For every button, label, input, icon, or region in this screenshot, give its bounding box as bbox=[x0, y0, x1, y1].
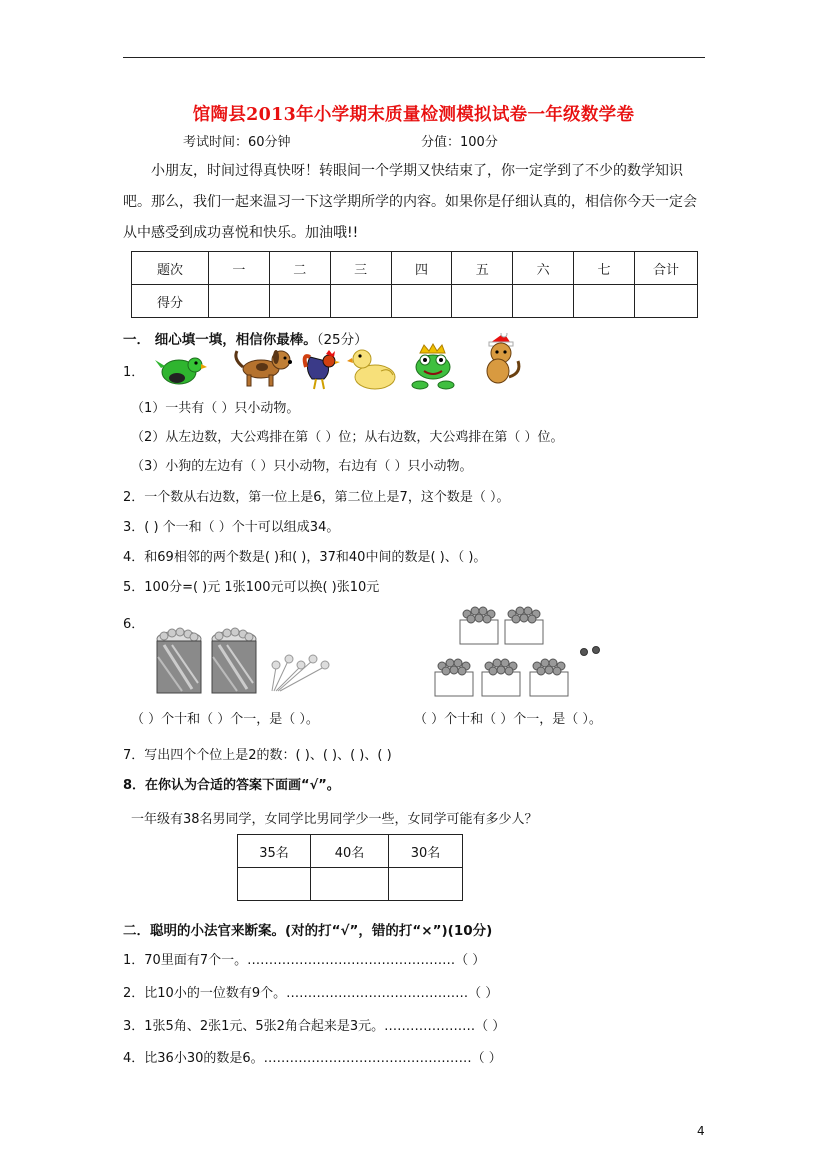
section2-heading bbox=[123, 919, 492, 939]
score-cell[interactable] bbox=[330, 285, 391, 318]
score-table-header: 题次 bbox=[132, 252, 209, 285]
score-cell[interactable] bbox=[269, 285, 330, 318]
score-cell[interactable] bbox=[452, 285, 513, 318]
score-cell[interactable] bbox=[574, 285, 635, 318]
baskets-illustration-right bbox=[430, 600, 620, 700]
q8-option: 30名 bbox=[389, 835, 463, 868]
score-table-header: 五 bbox=[452, 252, 513, 285]
q1-part1: （1）一共有（ ）只小动物。 bbox=[131, 401, 300, 416]
judge-item: 4．比36小30的数是6。…………………………………………（ ） bbox=[123, 1051, 502, 1066]
score-table-header: 一 bbox=[209, 252, 270, 285]
section1-points: （25分） bbox=[316, 332, 368, 348]
bundles-illustration-left bbox=[152, 627, 352, 697]
score-row-label: 得分 bbox=[132, 285, 209, 318]
dog-icon bbox=[229, 345, 293, 387]
cat-icon bbox=[474, 333, 524, 385]
score-table bbox=[131, 251, 698, 318]
score-cell[interactable] bbox=[635, 285, 698, 318]
intro-paragraph: 小朋友，时间过得真快呀！转眼间一个学期又快结束了，你一定学到了不少的数学知识吧。那么，我们一起来温习一下这学期所学的内容。如果你是仔细认真的，相信你今天一定会从中感受到成功喜悦和快乐。加油哦!! bbox=[123, 163, 697, 241]
q3: 3．( ) 个一和（ ）个十可以组成34。 bbox=[123, 520, 340, 535]
q8-answer-cell[interactable] bbox=[389, 868, 463, 901]
judge-item: 1．70里面有7个一。…………………………………………（ ） bbox=[123, 953, 486, 968]
rooster-icon bbox=[302, 349, 344, 391]
q5: 5．100分=( )元 1张100元可以换( )张10元 bbox=[123, 580, 380, 595]
q8-text: 一年级有38名男同学，女同学比男同学少一些，女同学可能有多少人？ bbox=[131, 812, 538, 827]
q4: 4．和69相邻的两个数是( )和( )，37和40中间的数是( )、（ )。 bbox=[123, 550, 487, 565]
q8-answer-table bbox=[237, 834, 463, 901]
section2-points: (10分) bbox=[447, 923, 493, 939]
score-table-header: 七 bbox=[574, 252, 635, 285]
score-total: 分值：100分 bbox=[421, 135, 498, 150]
judge-item: 2．比10小的一位数有9个。……………………………………（ ） bbox=[123, 986, 499, 1001]
score-cell[interactable] bbox=[513, 285, 574, 318]
q1-part2: （2）从左边数，大公鸡排在第（ ）位；从右边数，大公鸡排在第（ ）位。 bbox=[131, 430, 564, 445]
exam-time: 考试时间：60分钟 bbox=[183, 135, 291, 150]
score-table-header: 六 bbox=[513, 252, 574, 285]
section1-title: 一． 细心填一填，相信你最棒。 bbox=[123, 332, 317, 348]
page-number: 4 bbox=[697, 1124, 705, 1138]
q8: 8．在你认为合适的答案下面画“√”。 bbox=[123, 778, 340, 793]
score-cell[interactable] bbox=[391, 285, 452, 318]
score-table-header: 合计 bbox=[635, 252, 698, 285]
score-table-header: 二 bbox=[269, 252, 330, 285]
page-title: 馆陶县2013年小学期末质量检测模拟试卷一年级数学卷 bbox=[192, 105, 635, 125]
q6-right-answer: （ ）个十和（ ）个一，是（ ）。 bbox=[414, 712, 602, 727]
q1-part3: （3）小狗的左边有（ ）只小动物，右边有（ ）只小动物。 bbox=[131, 459, 473, 474]
q8-answer-cell[interactable] bbox=[238, 868, 311, 901]
frog-prince-icon bbox=[410, 343, 456, 391]
q6-number: 6． bbox=[123, 617, 145, 632]
header-rule bbox=[123, 57, 705, 58]
q8-option: 35名 bbox=[238, 835, 311, 868]
q7: 7．写出四个个位上是2的数：( )、( )、( )、( ) bbox=[123, 748, 392, 763]
q2: 2．一个数从右边数，第一位上是6，第二位上是7，这个数是（ ）。 bbox=[123, 490, 510, 505]
q6-left-answer: （ ）个十和（ ）个一，是（ ）。 bbox=[131, 712, 319, 727]
q8-answer-cell[interactable] bbox=[311, 868, 389, 901]
score-table-header: 三 bbox=[330, 252, 391, 285]
q1-number: 1． bbox=[123, 365, 145, 380]
score-table-header: 四 bbox=[391, 252, 452, 285]
duck-icon bbox=[347, 345, 399, 391]
parrot-icon bbox=[155, 352, 207, 388]
q8-option: 40名 bbox=[311, 835, 389, 868]
section2-title: 二．聪明的小法官来断案。(对的打“√”，错的打“×”) bbox=[123, 923, 448, 939]
judge-item: 3．1张5角、2张1元、5张2角合起来是3元。…………………（ ） bbox=[123, 1019, 506, 1034]
score-cell[interactable] bbox=[209, 285, 270, 318]
